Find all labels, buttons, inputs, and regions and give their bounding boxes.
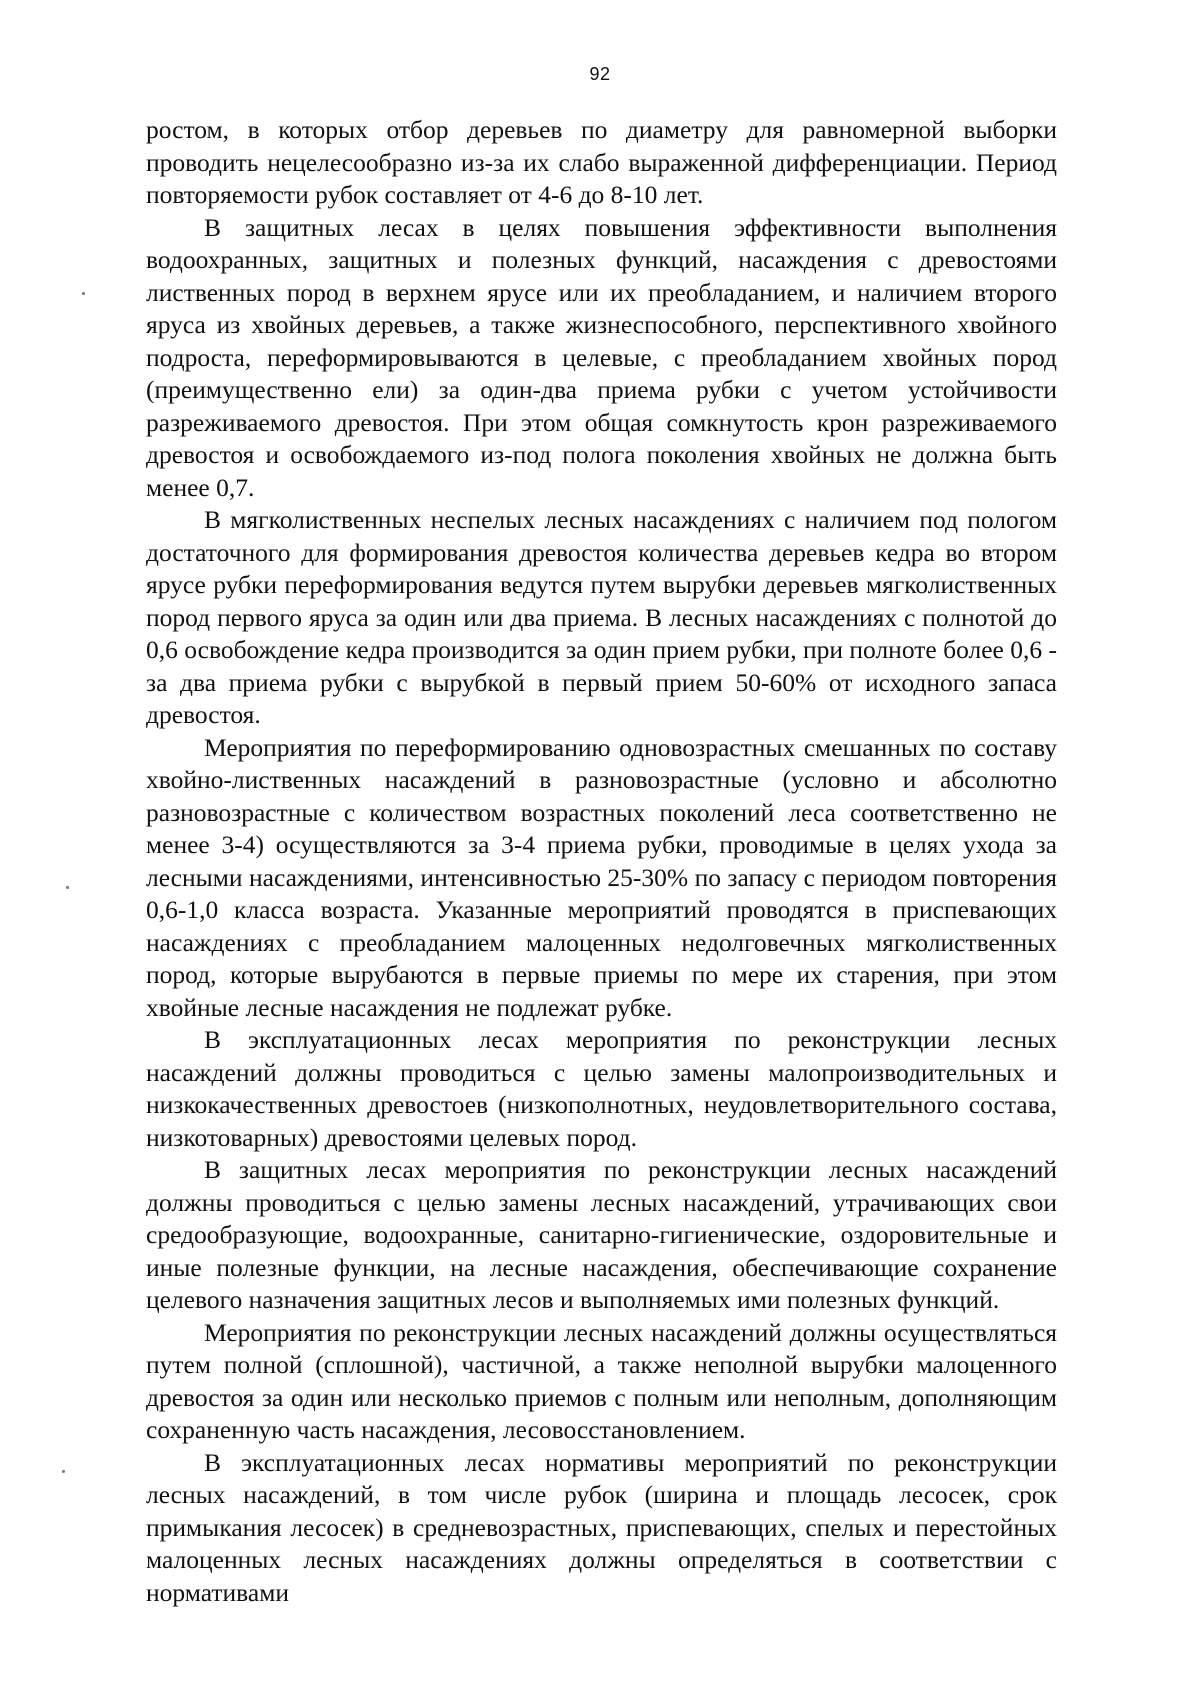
scan-speck (82, 292, 85, 295)
paragraph-2: В защитных лесах в целях повышения эффективности выполнения водоохранных, защитных и полезных функций, насаждения с древостоями лиственных пород в верхнем ярусе или их преобладанием, и наличием второго яруса из хвойных деревьев, а также жизнеспособного, перспективного хвойного подроста, переформировываются в целевые, с преобладанием хвойных пород (преимущественно ели) за один-два приема рубки с учетом устойчивости разреживаемого древостоя. При этом общая сомкнутость крон разреживаемого древостоя и освобождаемого из-под полога поколения хвойных не должна быть менее 0,7. (146, 212, 1057, 502)
paragraph-4: Мероприятия по переформированию одновозрастных смешанных по составу хвойно-лиственных насаждений в разновозрастные (условно и абсолютно разновозрастные с количеством возрастных поколений леса соответственно не менее 3-4) осуществляются за 3-4 приема рубки, проводимые в целях ухода за лесными насаждениями, интенсивностью 25-30% по запасу с периодом повторения 0,6-1,0 класса возраста. Указанные мероприятий проводятся в приспевающих насаждениях с преобладанием малоценных недолговечных мягколиственных пород, которые вырубаются в первые приемы по мере их старения, при этом хвойные лесные насаждения не подлежат рубке. (146, 732, 1057, 1022)
scan-speck (66, 886, 69, 889)
scan-speck (62, 1470, 65, 1473)
paragraph-1: ростом, в которых отбор деревьев по диаметру для равномерной выборки проводить нецелесообразно из-за их слабо выраженной дифференциации. Период повторяемости рубок составляет от 4-6 до 8-10 лет. (146, 115, 1057, 209)
page-number: 92 (589, 64, 611, 84)
paragraph-6: В защитных лесах мероприятия по реконструкции лесных насаждений должны проводиться с целью замены лесных насаждений, утрачивающих свои средообразующие, водоохранные, санитарно-гигиенические, оздоровительные и иные полезные функции, на лесные насаждения, обеспечивающие сохранение целевого назначения защитных лесов и выполняемых ими полезных функций. (146, 1155, 1057, 1314)
paragraph-7: Мероприятия по реконструкции лесных насаждений должны осуществляться путем полной (сплошной), частичной, а также неполной вырубки малоценного древостоя за один или несколько приемов с полным или неполным, дополняющим сохраненную часть насаждения, лесовосстановлением. (146, 1317, 1057, 1444)
body-text (146, 114, 1057, 1609)
paragraph-8: В эксплуатационных лесах нормативы мероприятий по реконструкции лесных насаждений, в том числе рубок (ширина и площадь лесосек, срок примыкания лесосек) в средневозрастных, приспевающих, спелых и перестойных малоценных лесных насаждениях должны определяться в соответствии с нормативами (146, 1447, 1057, 1607)
paragraph-5: В эксплуатационных лесах мероприятия по реконструкции лесных насаждений должны проводиться с целью замены малопроизводительных и низкокачественных древостоев (низкополнотных, неудовлетворительного состава, низкотоварных) древостоями целевых пород. (146, 1025, 1057, 1152)
paragraph-3: В мягколиственных неспелых лесных насаждениях с наличием под пологом достаточного для формирования древостоя количества деревьев кедра во втором ярусе рубки переформирования ведутся путем вырубки деревьев мягколиственных пород первого яруса за один или два приема. В лесных насаждениях с полнотой до 0,6 освобождение кедра производится за один прием рубки, при полноте более 0,6 - за два приема рубки с вырубкой в первый прием 50-60% от исходного запаса древостоя. (146, 505, 1057, 729)
